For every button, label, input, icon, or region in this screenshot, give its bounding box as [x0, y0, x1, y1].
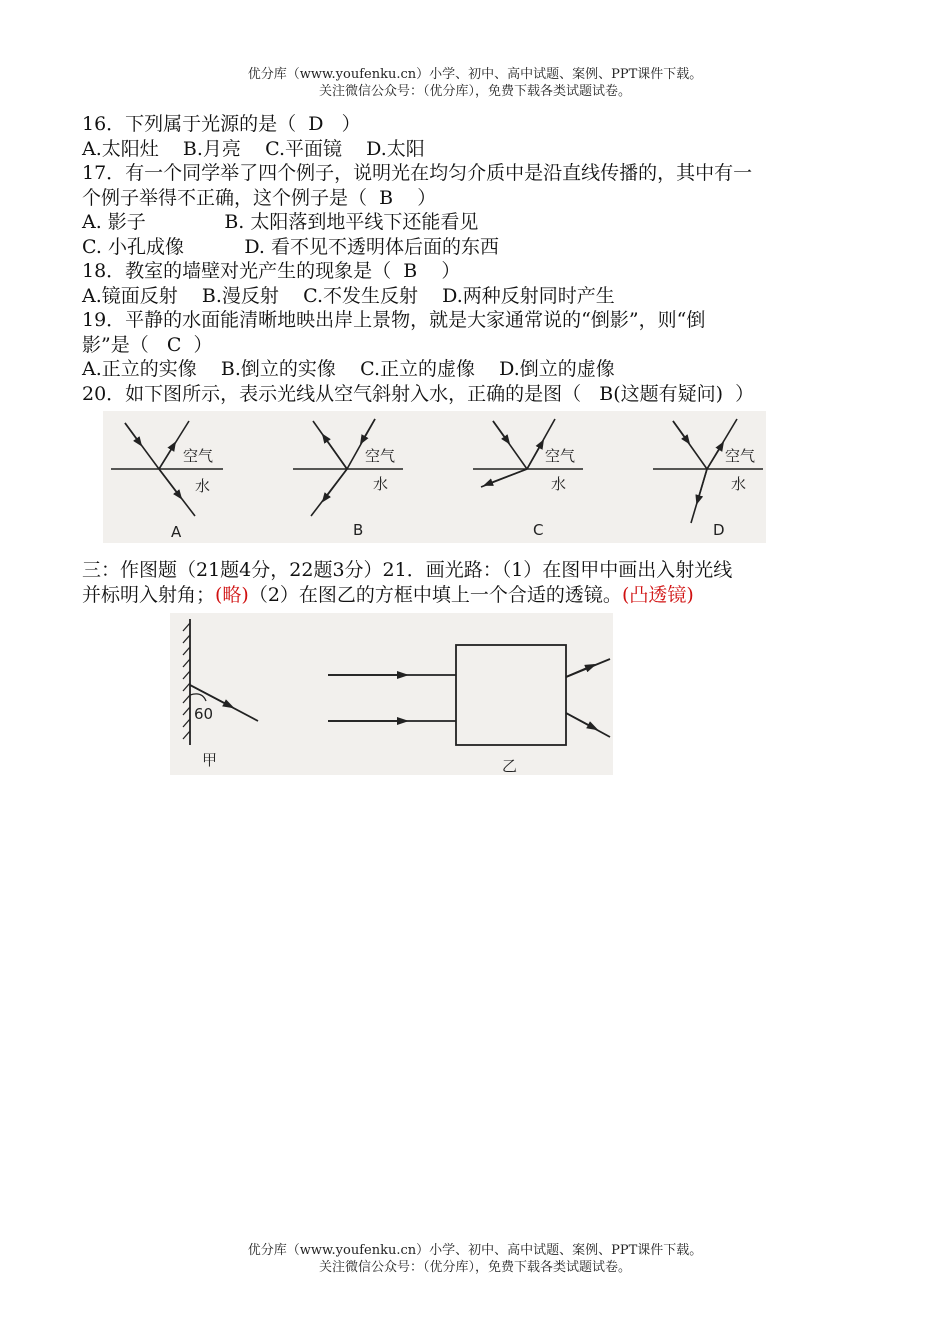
q20-stem: 20．如下图所示，表示光线从空气斜射入水，正确的是图（ B(这题有疑问) ） — [82, 382, 755, 405]
panel-c-arrow2 — [527, 441, 543, 469]
panel-c-air-label: 空气 — [545, 447, 576, 465]
q18-stem: 18．教室的墙壁对光产生的现象是（ B ） — [82, 260, 461, 282]
angle-label: 60 — [194, 705, 214, 723]
q18-options: A.镜面反射 B.漫反射 C.不发生反射 D.两种反射同时产生 — [82, 284, 615, 307]
q20-figure-svg — [103, 411, 766, 543]
panel-a-diagram — [111, 421, 223, 516]
outgoing-ray-bottom-arrow — [566, 713, 596, 729]
section3-line2-text-b: （2）在图乙的方框中填上一个合适的透镜。 — [248, 583, 622, 606]
footer-line-1: 优分库（www.youfenku.cn）小学、初中、高中试题、案例、PPT课件下载。 — [247, 1243, 703, 1258]
label-jia: 甲 — [202, 751, 218, 769]
q21-figure-svg — [170, 613, 613, 775]
angle-arc — [190, 694, 206, 701]
panel-a-air-label: 空气 — [183, 447, 214, 465]
panel-c-label: C — [533, 521, 544, 539]
panel-d-arrow3 — [697, 469, 707, 503]
answer-1: (略) — [215, 583, 249, 606]
mirror-diagram — [183, 619, 258, 745]
panel-c-arrow1 — [493, 421, 509, 443]
panel-d-arrow1 — [673, 421, 689, 443]
q17-stem-line1: 17．有一个同学举了四个例子，说明光在均匀介质中是沿直线传播的，其中有一 — [82, 162, 753, 184]
panel-b-label: B — [353, 521, 364, 539]
panel-d-air-label: 空气 — [725, 447, 756, 465]
lens-box-diagram — [328, 645, 610, 745]
header-line-1: 优分库（www.youfenku.cn）小学、初中、高中试题、案例、PPT课件下载。 — [247, 67, 703, 82]
section3-line2-text-a: 并标明入射角； — [82, 583, 216, 606]
panel-b-arrow3 — [323, 469, 347, 501]
q19-stem-line2: 影”是（ C ） — [82, 333, 213, 356]
header-line-2: 关注微信公众号：（优分库），免费下载各类试题试卷。 — [318, 84, 631, 99]
q21-figure — [170, 613, 613, 775]
page-footer — [0, 1242, 950, 1276]
q17-stem-line2: 个例子举得不正确，这个例子是（ B ） — [82, 186, 437, 209]
panel-d-water-label: 水 — [731, 475, 747, 493]
panel-a-water-label: 水 — [195, 477, 211, 495]
q17-options-line2: C. 小孔成像 D. 看不见不透明体后面的东西 — [82, 235, 499, 258]
q20-figure — [103, 411, 766, 543]
panel-d-label: D — [713, 521, 725, 539]
outgoing-ray-top-arrow — [566, 665, 594, 677]
panel-b-arrow2 — [361, 419, 375, 443]
footer-line-2: 关注微信公众号：（优分库），免费下载各类试题试卷。 — [318, 1260, 631, 1275]
panel-a-arrow1 — [125, 423, 141, 445]
panel-a-arrow2 — [159, 443, 175, 469]
panel-b-diagram — [293, 419, 403, 516]
panel-d-arrow2 — [707, 443, 723, 469]
q19-stem-line1: 19．平静的水面能清晰地映出岸上景物，就是大家通常说的“倒影”，则“倒 — [82, 309, 706, 331]
reflected-ray-arrow — [190, 685, 232, 707]
panel-b-water-label: 水 — [373, 475, 389, 493]
q19-options: A.正立的实像 B.倒立的实像 C.正立的虚像 D.倒立的虚像 — [82, 358, 615, 380]
q16-stem: 16．下列属于光源的是（ D ） — [82, 113, 361, 135]
section3-line1: 三：作图题（21题4分，22题3分）21．画光路：（1）在图甲中画出入射光线 — [82, 559, 733, 581]
panel-c-water-label: 水 — [551, 475, 567, 493]
label-yi: 乙 — [502, 757, 518, 775]
lens-box — [456, 645, 566, 745]
answer-2: (凸透镜) — [621, 583, 694, 606]
panel-d-diagram — [653, 419, 763, 523]
section3-line2 — [82, 583, 872, 608]
q16-options: A.太阳灶 B.月亮 C.平面镜 D.太阳 — [82, 137, 425, 160]
panel-b-air-label: 空气 — [365, 447, 396, 465]
mirror-hatching — [183, 623, 190, 739]
panel-b-arrow1 — [323, 435, 347, 469]
q17-options-line1: A. 影子 B. 太阳落到地平线下还能看见 — [82, 211, 479, 233]
panel-c-arrow3 — [485, 469, 527, 485]
panel-a-arrow3 — [159, 469, 181, 498]
panel-a-label: A — [171, 523, 182, 541]
page-header — [0, 66, 950, 100]
